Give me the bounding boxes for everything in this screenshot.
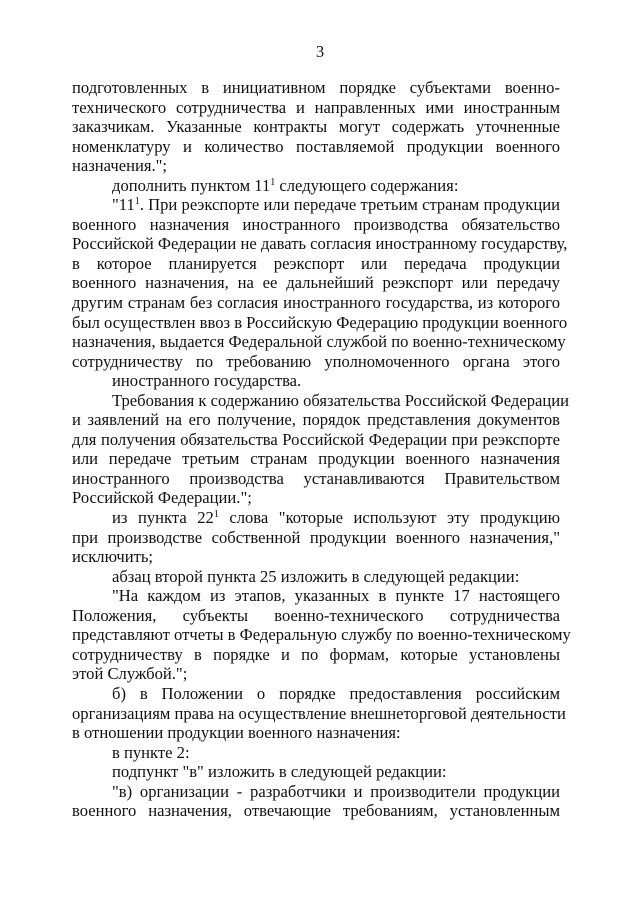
text-line: [72, 195, 560, 215]
text-fragment: Российской Федерации не давать согласия иностранному государству,: [72, 234, 568, 254]
text-line: [72, 782, 560, 802]
text-line: [72, 723, 560, 743]
text-line: [72, 332, 566, 352]
text-line: [72, 703, 566, 724]
text-fragment: дополнить пунктом 11: [112, 175, 271, 195]
text-fragment: сотрудничеству по требованию уполномоченного органа этого: [72, 351, 560, 371]
text-fragment: заказчикам. Указанные контракты могут содержать уточненные: [72, 117, 560, 137]
text-fragment: назначения.";: [72, 156, 168, 176]
text-line: [72, 137, 560, 157]
text-fragment: подпункт "в" изложить в следующей редакции:: [112, 762, 447, 782]
text-fragment: был осуществлен ввоз в Российскую Федерацию продукции военного: [72, 312, 568, 332]
text-line: [72, 606, 560, 626]
text-fragment: номенклатуру и количество поставляемой продукции военного: [72, 136, 560, 156]
text-fragment: иностранного государства.: [112, 371, 302, 391]
text-fragment: этой Службой.";: [72, 664, 188, 684]
text-line: [72, 273, 560, 293]
text-line: [72, 488, 560, 508]
text-fragment: назначения, выдается Федеральной службой по военно-техническому: [72, 332, 566, 352]
text-line: [72, 586, 560, 606]
text-line: [72, 762, 560, 782]
text-line: [72, 98, 560, 118]
text-fragment: Требования к содержанию обязательства Российской Федерации: [112, 390, 570, 410]
text-fragment: в отношении продукции военного назначения:: [72, 723, 401, 743]
text-fragment: представляют отчеты в Федеральную службу по военно-техническому: [72, 625, 571, 645]
text-line: [72, 469, 560, 489]
text-fragment: военного назначения, отвечающие требованиям, установленным: [72, 801, 560, 821]
text-fragment: "На каждом из этапов, указанных в пункте 17 настоящего: [112, 586, 560, 606]
text-fragment: в пункте 2:: [112, 742, 190, 762]
page-number: 3: [315, 42, 325, 61]
text-fragment: . При реэкспорте или передаче третьим странам продукции: [139, 195, 560, 215]
text-line: [72, 664, 560, 684]
text-line: [72, 254, 560, 274]
text-line: [72, 743, 560, 763]
text-fragment: иностранного производства устанавливаются Правительством: [72, 468, 560, 488]
text-line: [72, 390, 570, 411]
text-line: [72, 117, 560, 137]
text-line: [72, 371, 560, 391]
text-fragment: Российской Федерации.";: [72, 488, 252, 508]
text-line: [72, 352, 560, 372]
text-fragment: при производстве собственной продукции военного назначения,": [72, 527, 560, 547]
text-line: [72, 215, 560, 235]
text-fragment: военного назначения, на ее дальнейший реэкспорт или передачу: [72, 273, 560, 293]
text-line: [72, 293, 560, 313]
text-line: [72, 312, 568, 333]
text-fragment: сотрудничеству в порядке и по формам, которые установлены: [72, 644, 560, 664]
text-line: [72, 625, 571, 645]
text-line: [72, 410, 560, 430]
text-line: [72, 449, 560, 469]
superscript: 1: [213, 509, 219, 521]
text-fragment: "в) организации - разработчики и производители продукции: [112, 781, 560, 801]
text-line: [72, 528, 560, 548]
text-line: [72, 508, 560, 528]
text-fragment: абзац второй пункта 25 изложить в следующей редакции:: [112, 566, 520, 586]
text-line: [72, 684, 560, 704]
text-fragment: подготовленных в инициативном порядке субъектами военно-: [72, 78, 560, 97]
text-fragment: из пункта 22: [112, 508, 214, 528]
text-fragment: слова "которые используют эту продукцию: [218, 508, 560, 528]
text-fragment: исключить;: [72, 547, 154, 567]
text-fragment: и заявлений на его получение, порядок представления документов: [72, 410, 560, 430]
text-fragment: военного назначения иностранного производства обязательство: [72, 214, 560, 234]
text-fragment: для получения обязательства Российской Федерации при реэкспорте: [72, 429, 560, 449]
superscript: 1: [270, 176, 276, 188]
text-line: [72, 645, 560, 665]
text-line: [72, 801, 560, 821]
text-fragment: другим странам без согласия иностранного государства, из которого: [72, 293, 560, 313]
body-text: [72, 78, 571, 821]
text-fragment: б) в Положении о порядке предоставления российским: [112, 683, 560, 703]
text-line: [72, 430, 560, 450]
text-fragment: "11: [112, 195, 135, 215]
text-fragment: технического сотрудничества и направленных ими иностранным: [72, 97, 560, 117]
text-line: [72, 234, 568, 254]
text-line: [72, 156, 560, 176]
text-fragment: в которое планируется реэкспорт или передача продукции: [72, 253, 560, 273]
text-line: [72, 547, 560, 567]
text-fragment: следующего содержания:: [275, 175, 459, 195]
text-line: [72, 78, 560, 98]
text-line: [72, 567, 560, 587]
text-line: [72, 176, 560, 196]
text-fragment: организациям права на осуществление внешнеторговой деятельности: [72, 703, 566, 723]
superscript: 1: [134, 196, 140, 208]
text-fragment: Положения, субъекты военно-технического сотрудничества: [72, 605, 560, 625]
text-fragment: или передаче третьим странам продукции военного назначения: [72, 449, 560, 469]
